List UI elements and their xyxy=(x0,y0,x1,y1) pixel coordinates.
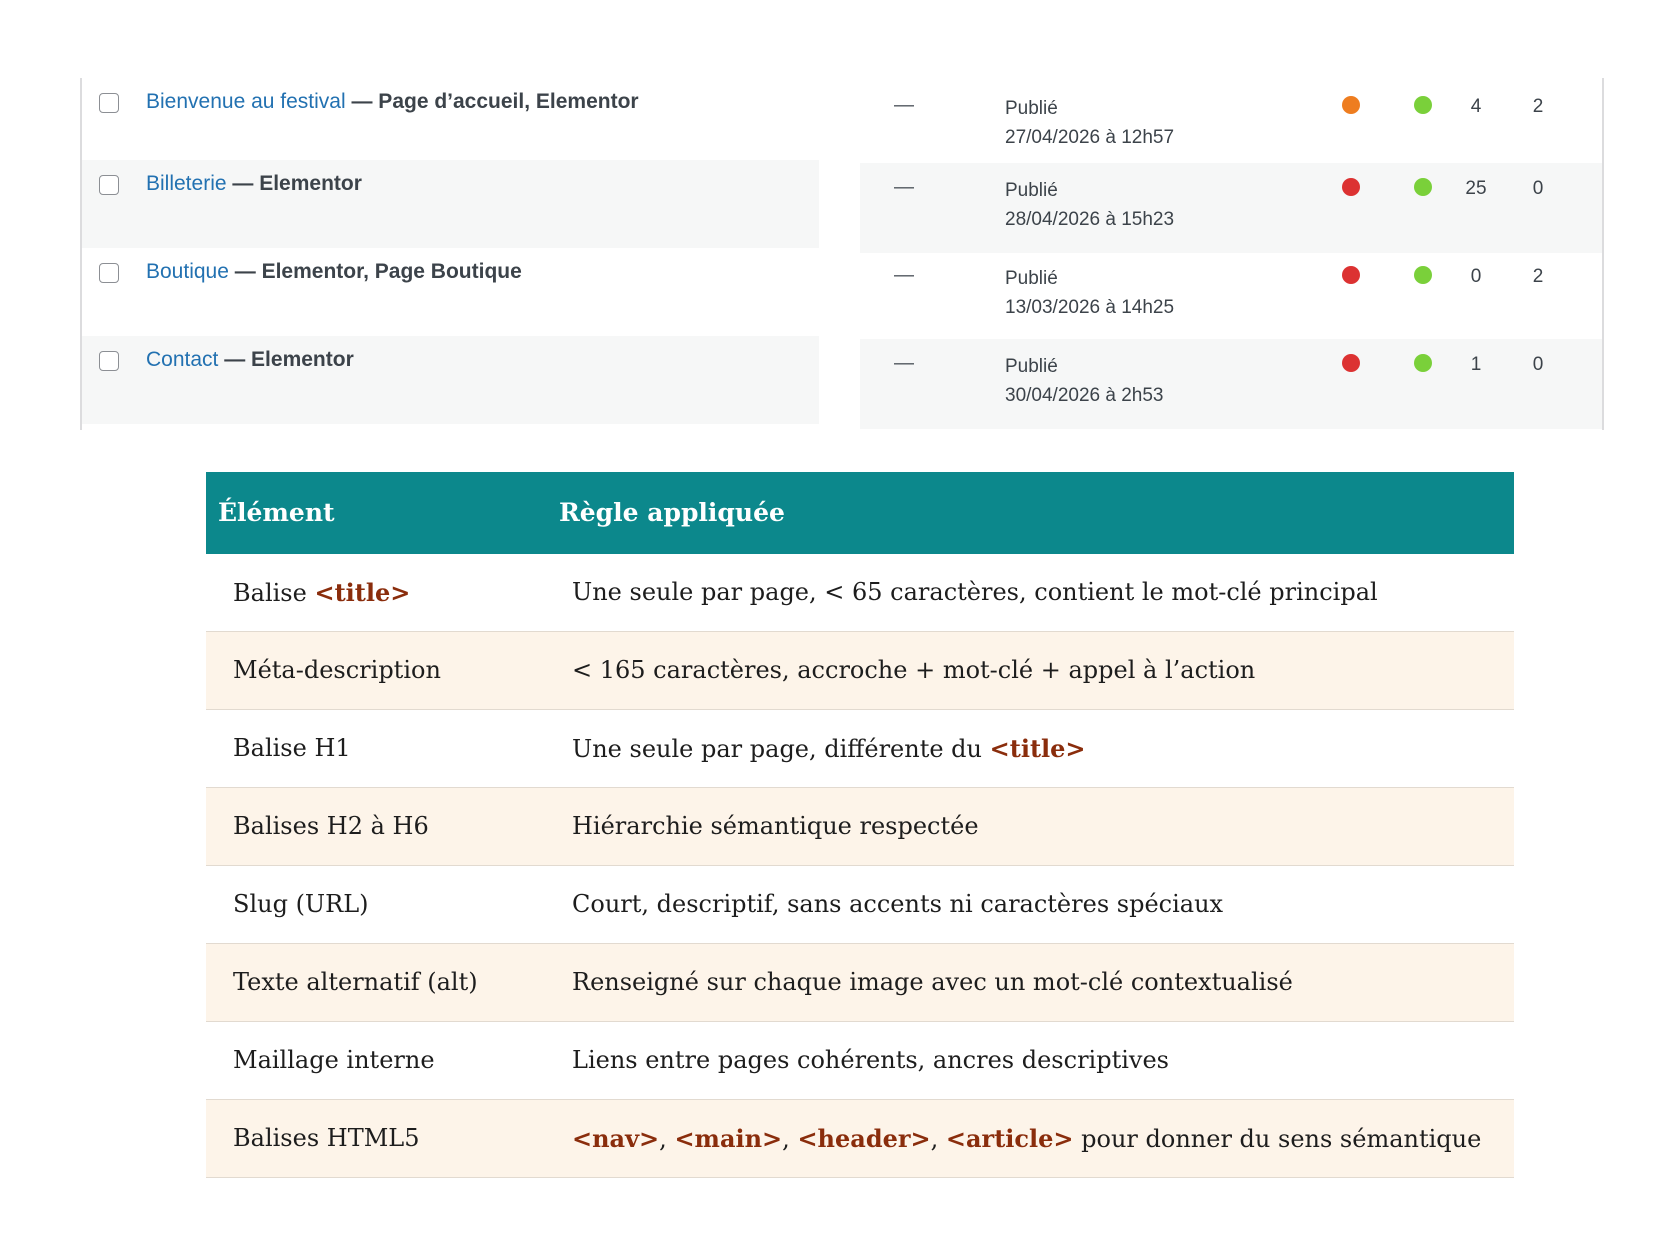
links-count: 0 xyxy=(1470,266,1482,287)
pages-list-table xyxy=(80,78,1604,430)
status-label: Publié xyxy=(1005,356,1058,377)
table-row xyxy=(206,788,1514,866)
date-cell xyxy=(1005,94,1174,152)
readability-score-dot xyxy=(1414,96,1432,114)
status-label: Publié xyxy=(1005,180,1058,201)
seo-score-dot xyxy=(1342,178,1360,196)
cell-text: Slug (URL) xyxy=(233,890,369,918)
rule-cell xyxy=(572,968,1293,996)
status-label: Publié xyxy=(1005,98,1058,119)
code-tag: <title> xyxy=(989,734,1086,763)
cell-text: , xyxy=(930,1125,946,1153)
rule-cell xyxy=(572,1046,1169,1074)
cell-text: Texte alternatif (alt) xyxy=(233,968,478,996)
page-title-link[interactable]: Billeterie xyxy=(146,172,227,195)
publish-date: 28/04/2026 à 15h23 xyxy=(1005,209,1175,230)
rule-cell xyxy=(572,656,1255,684)
cell-text: Balise xyxy=(233,579,315,607)
table-row xyxy=(82,336,1602,424)
table-row xyxy=(206,866,1514,944)
date-cell xyxy=(1005,352,1164,410)
seo-score-dot xyxy=(1342,96,1360,114)
rule-cell xyxy=(572,578,1378,606)
page-post-states: — Page d’accueil, Elementor xyxy=(345,90,639,113)
cell-text: Maillage interne xyxy=(233,1046,435,1074)
table-row xyxy=(206,554,1514,632)
cell-text: < 165 caractères, accroche + mot-clé + appel à l’action xyxy=(572,656,1256,684)
table-row xyxy=(206,710,1514,788)
element-cell xyxy=(233,1124,419,1152)
readability-score-dot xyxy=(1414,178,1432,196)
table-row xyxy=(206,1022,1514,1100)
row-checkbox[interactable] xyxy=(99,93,119,113)
author-cell: — xyxy=(894,94,914,116)
rule-cell xyxy=(572,812,979,840)
status-label: Publié xyxy=(1005,268,1058,289)
readability-score-dot xyxy=(1414,266,1432,284)
table-header xyxy=(206,472,1514,554)
code-tag: <header> xyxy=(797,1124,931,1153)
row-checkbox[interactable] xyxy=(99,351,119,371)
cell-text: Méta-description xyxy=(233,656,441,684)
author-cell: — xyxy=(894,264,914,286)
author-cell: — xyxy=(894,176,914,198)
table-row xyxy=(206,944,1514,1022)
element-cell xyxy=(233,890,369,918)
rule-cell xyxy=(572,1124,1481,1153)
cell-text: Renseigné sur chaque image avec un mot-clé contextualisé xyxy=(572,968,1293,996)
links-count: 1 xyxy=(1470,354,1482,375)
code-tag: <nav> xyxy=(572,1124,660,1153)
table-row xyxy=(206,632,1514,710)
linked-count: 0 xyxy=(1532,178,1544,199)
element-cell xyxy=(233,812,429,840)
linked-count: 2 xyxy=(1532,96,1544,117)
code-tag: <main> xyxy=(674,1124,783,1153)
seo-score-dot xyxy=(1342,354,1360,372)
header-rule: Règle appliquée xyxy=(559,498,785,527)
cell-text: pour donner du sens sémantique xyxy=(1073,1125,1482,1153)
cell-text: Une seule par page, différente du xyxy=(572,735,990,763)
seo-rules-table xyxy=(206,472,1514,1178)
code-tag: <article> xyxy=(945,1124,1074,1153)
table-row xyxy=(82,248,1602,336)
page-post-states: — Elementor xyxy=(218,348,354,371)
element-cell xyxy=(233,734,351,762)
cell-text: , xyxy=(659,1125,675,1153)
rule-cell xyxy=(572,890,1223,918)
rule-cell xyxy=(572,734,1086,763)
cell-text: Court, descriptif, sans accents ni caractères spéciaux xyxy=(572,890,1224,918)
table-row xyxy=(206,1100,1514,1178)
page-title-link[interactable]: Boutique xyxy=(146,260,229,283)
publish-date: 30/04/2026 à 2h53 xyxy=(1005,385,1164,406)
code-tag: <title> xyxy=(314,578,411,607)
element-cell xyxy=(233,1046,435,1074)
page-post-states: — Elementor xyxy=(226,172,362,195)
seo-score-dot xyxy=(1342,266,1360,284)
element-cell xyxy=(233,656,441,684)
author-cell: — xyxy=(894,352,914,374)
cell-text: , xyxy=(782,1125,798,1153)
linked-count: 0 xyxy=(1532,354,1544,375)
date-cell xyxy=(1005,176,1174,234)
page-post-states: — Elementor, Page Boutique xyxy=(228,260,522,283)
links-count: 25 xyxy=(1465,178,1487,199)
page-title-link[interactable]: Contact xyxy=(146,348,219,371)
cell-text: Balise H1 xyxy=(233,734,351,762)
links-count: 4 xyxy=(1470,96,1482,117)
row-checkbox[interactable] xyxy=(99,263,119,283)
row-checkbox[interactable] xyxy=(99,175,119,195)
cell-text: Hiérarchie sémantique respectée xyxy=(572,812,979,840)
publish-date: 13/03/2026 à 14h25 xyxy=(1005,297,1175,318)
cell-text: Une seule par page, < 65 caractères, contient le mot-clé principal xyxy=(572,578,1378,606)
table-row xyxy=(82,78,1602,166)
element-cell xyxy=(233,578,410,607)
date-cell xyxy=(1005,264,1174,322)
cell-text: Balises H2 à H6 xyxy=(233,812,429,840)
header-element: Élément xyxy=(218,498,335,527)
publish-date: 27/04/2026 à 12h57 xyxy=(1005,127,1175,148)
page-title-link[interactable]: Bienvenue au festival xyxy=(146,90,346,113)
linked-count: 2 xyxy=(1532,266,1544,287)
cell-text: Balises HTML5 xyxy=(233,1124,420,1152)
element-cell xyxy=(233,968,478,996)
cell-text: Liens entre pages cohérents, ancres descriptives xyxy=(572,1046,1169,1074)
readability-score-dot xyxy=(1414,354,1432,372)
table-row xyxy=(82,160,1602,248)
